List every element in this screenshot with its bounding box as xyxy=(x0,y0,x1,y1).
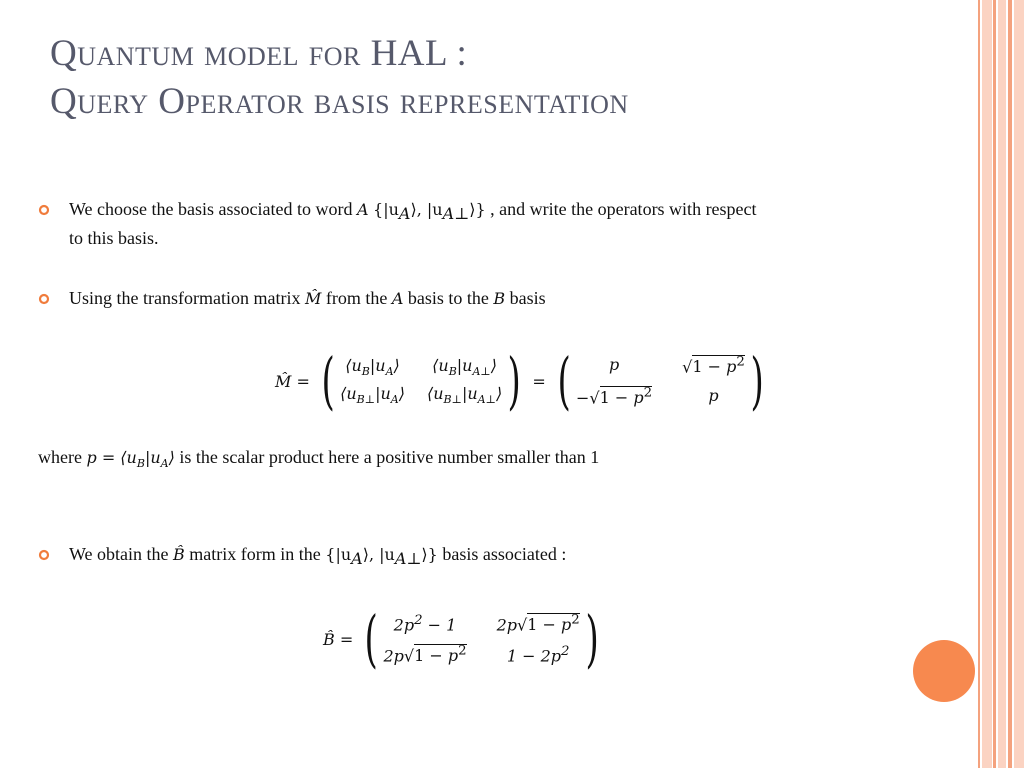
stripe-5 xyxy=(1008,0,1012,768)
matrix-m-values xyxy=(576,355,745,408)
stripe-1 xyxy=(978,0,980,768)
where-pre: where xyxy=(38,447,87,467)
paren-right: ) xyxy=(507,344,521,417)
where-post: is the scalar product here a positive number smaller than 1 xyxy=(174,447,600,467)
bullet-3-end: basis associated : xyxy=(437,544,567,564)
equation-m xyxy=(275,344,769,417)
b-cell-11: $2p^2 - 1$ xyxy=(393,612,457,634)
stripe-6 xyxy=(1014,0,1024,768)
m-cell-22: $⟨u_{B\perp}|u_{A\perp}⟩$ xyxy=(426,384,503,407)
paren-right: ) xyxy=(750,344,764,417)
set-open: {|u xyxy=(373,200,399,219)
bullet-2-pre: Using the transformation matrix xyxy=(69,288,305,308)
paren-left: ( xyxy=(364,602,379,675)
where-eq-open: p = ⟨u xyxy=(86,448,137,467)
stripe-4 xyxy=(998,0,1006,768)
where-sub-a: A xyxy=(160,457,169,471)
m-hat: M̂ xyxy=(304,289,322,308)
bullet-2-text xyxy=(69,286,929,311)
bullet-3-mid: matrix form in the xyxy=(184,544,326,564)
bullet-1-pre: We choose the basis associated to word xyxy=(69,199,357,219)
equals-sign: = xyxy=(532,371,546,391)
bullet-ring-icon xyxy=(38,293,50,305)
mv-cell-22: p xyxy=(708,386,719,405)
bullet-ring-icon xyxy=(38,549,50,561)
matrix-b-values xyxy=(383,613,579,666)
bullet-3-text xyxy=(69,542,929,571)
paren-left: ( xyxy=(557,344,571,417)
basis-set xyxy=(373,200,486,224)
b-cell-12: $2p√1 - p^2$ xyxy=(496,612,580,634)
stripe-3 xyxy=(993,0,996,768)
bullet-2-mid1: from the xyxy=(321,288,392,308)
set-close: ⟩} xyxy=(469,200,486,219)
decorative-circle xyxy=(913,640,975,702)
mv-cell-12: $√1 - p^2$ xyxy=(682,354,745,376)
equation-b-lhs: B̂ = xyxy=(323,629,354,649)
set-sub-aperp: A⊥ xyxy=(442,204,470,224)
title-line-2: Query Operator basis representation xyxy=(50,81,629,122)
b-cell-22: $1 - 2p^2$ xyxy=(506,644,570,666)
equation-b xyxy=(323,602,604,675)
paren-right: ) xyxy=(585,602,599,675)
set-sub-a: A xyxy=(398,204,411,224)
decorative-stripes xyxy=(978,0,1024,768)
mv-cell-11: p xyxy=(608,354,620,374)
b-cell-21: $2p√1 - p^2$ xyxy=(383,644,467,666)
basis-set-2: {$|u_A⟩$, $|u_{A\perp}⟩$} xyxy=(325,545,438,569)
bullet-2-end: basis xyxy=(505,288,546,308)
bullet-1-mid: , and write the operators with respect xyxy=(485,199,757,219)
bullet-2-mid2: basis to the xyxy=(403,288,494,308)
m-cell-12: $⟨u_B|u_{A\perp}⟩$ xyxy=(432,355,498,378)
equation-m-lhs: M̂ = xyxy=(275,371,310,391)
paren-left: ( xyxy=(321,344,335,417)
where-line xyxy=(38,445,918,476)
basis-b: B xyxy=(493,289,506,308)
m-cell-21: $⟨u_{B\perp}|u_A⟩$ xyxy=(340,384,405,407)
slide-title xyxy=(50,30,950,126)
stripe-2 xyxy=(982,0,992,768)
m-cell-11: $⟨u_B|u_A⟩$ xyxy=(345,355,400,378)
bullet-3-pre: We obtain the xyxy=(69,544,174,564)
bullet-1-line2: to this basis. xyxy=(69,228,159,249)
bullet-1-text xyxy=(69,197,929,250)
where-sub-b: B xyxy=(136,457,145,471)
where-bar: |u xyxy=(144,448,161,467)
where-close: ⟩ xyxy=(168,448,175,467)
basis-a: A xyxy=(391,289,404,308)
set-sep: ⟩, |u xyxy=(410,200,443,219)
where-eq xyxy=(86,448,175,471)
mv-cell-21: $-√1 - p^2$ xyxy=(576,386,653,408)
matrix-m-brackets xyxy=(340,356,502,406)
word-a: A xyxy=(356,200,369,219)
bullet-ring-icon xyxy=(38,204,50,216)
b-hat: B̂ xyxy=(173,545,185,564)
title-line-1: Quantum model for HAL : xyxy=(50,33,468,74)
